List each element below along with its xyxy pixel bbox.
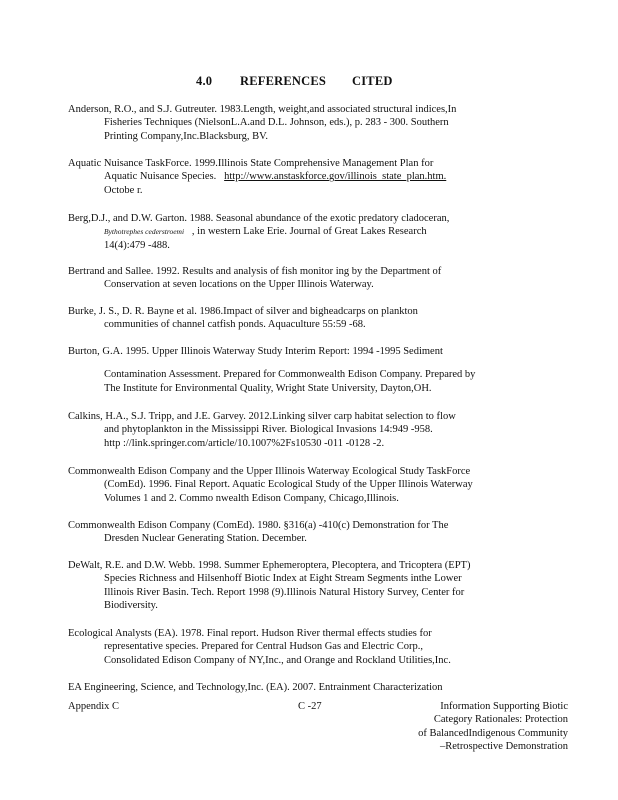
- reference-entry: [68, 681, 538, 694]
- reference-entry: [68, 212, 538, 252]
- reference-line: Illinois River Basin. Tech. Report 1998 (9).Illinois Natural History Survey, Center for: [104, 586, 465, 598]
- reference-line: Consolidated Edison Company of NY,Inc., and Orange and Rockland Utilities,Inc.: [104, 654, 451, 666]
- reference-entry: [68, 559, 538, 613]
- reference-line: Burke, J. S., D. R. Bayne et al. 1986.Impact of silver and bigheadcarps on plankton: [68, 306, 418, 317]
- footer-section-line: Category Rationales: Protection: [433, 714, 568, 726]
- reference-line: (ComEd). 1996. Final Report. Aquatic Ecological Study of the Upper Illinois Waterway: [104, 479, 473, 491]
- reference-line: DeWalt, R.E. and D.W. Webb. 1998. Summer Ephemeroptera, Plecoptera, and Tricoptera (EPT): [68, 560, 471, 571]
- reference-line: Fisheries Techniques (NielsonL.A.and D.L. Johnson, eds.), p. 283 - 300. Southern: [104, 117, 449, 129]
- reference-line: Octobe r.: [104, 184, 143, 196]
- reference-line: Printing Company,Inc.Blacksburg, BV.: [104, 130, 269, 142]
- reference-line: [68, 225, 538, 238]
- heading-number: 4.0: [196, 74, 213, 88]
- reference-line: Commonwealth Edison Company and the Upper Illinois Waterway Ecological Study TaskForce: [68, 466, 471, 477]
- reference-line: Contamination Assessment. Prepared for Commonwealth Edison Company. Prepared by: [104, 369, 476, 381]
- reference-line: Volumes 1 and 2. Commo nwealth Edison Company, Chicago,Illinois.: [104, 492, 399, 504]
- reference-line: Biodiversity.: [104, 600, 158, 612]
- heading-word-cited: CITED: [352, 74, 393, 88]
- reference-entry: [68, 519, 538, 546]
- reference-line: Ecological Analysts (EA). 1978. Final report. Hudson River thermal effects studies for: [68, 628, 432, 639]
- reference-entry: [68, 465, 538, 505]
- reference-line: Commonwealth Edison Company (ComEd). 1980. §316(a) -410(c) Demonstration for The: [68, 520, 449, 531]
- heading-word-references: REFERENCES: [240, 74, 327, 88]
- reference-line: Conservation at seven locations on the Upper Illinois Waterway.: [104, 279, 374, 291]
- reference-entry: [68, 410, 538, 450]
- reference-entry: [68, 265, 538, 292]
- reference-line: Calkins, H.A., S.J. Tripp, and J.E. Garvey. 2012.Linking silver carp habitat selection to flow: [68, 411, 456, 422]
- reference-line: [68, 170, 538, 183]
- reference-line: Berg,D.J., and D.W. Garton. 1988. Seasonal abundance of the exotic predatory cladoceran,: [68, 213, 450, 224]
- reference-line: representative species. Prepared for Central Hudson Gas and Electric Corp.,: [104, 641, 423, 653]
- reference-line: and phytoplankton in the Mississippi River. Biological Invasions 14:949 -958.: [104, 424, 433, 436]
- footer-appendix-label: Appendix C: [68, 701, 120, 712]
- footer-section-line: Information Supporting Biotic: [440, 701, 568, 712]
- reference-entry: [68, 627, 538, 667]
- reference-line: Anderson, R.O., and S.J. Gutreuter. 1983.Length, weight,and associated structural indices,In: [68, 104, 457, 115]
- reference-line: EA Engineering, Science, and Technology,Inc. (EA). 2007. Entrainment Characterization: [68, 682, 443, 693]
- reference-entry: [68, 305, 538, 332]
- reference-text: Aquatic Nuisance Species.: [104, 171, 217, 183]
- reference-url-link[interactable]: http ://link.springer.com/article/10.1007%2Fs10530 -011 -0128 -2.: [104, 437, 385, 449]
- reference-line: Dresden Nuclear Generating Station. December.: [104, 533, 307, 545]
- reference-entry: [68, 103, 538, 143]
- reference-entry: [68, 345, 538, 395]
- reference-line: 14(4):479 -488.: [104, 239, 170, 251]
- reference-entry: [68, 157, 538, 197]
- species-name: Bythotrephes cederstroemi: [104, 227, 185, 237]
- reference-line: The Institute for Environmental Quality, Wright State University, Dayton,OH.: [104, 382, 432, 394]
- reference-line: Bertrand and Sallee. 1992. Results and analysis of fish monitor ing by the Department of: [68, 266, 442, 277]
- reference-url-link[interactable]: http://www.anstaskforce.gov/illinois_state_plan.htm.: [224, 171, 447, 183]
- footer-section-line: –Retrospective Demonstration: [439, 741, 568, 753]
- reference-line: communities of channel catfish ponds. Aquaculture 55:59 -68.: [104, 319, 366, 331]
- footer-page-number: C -27: [298, 701, 322, 712]
- reference-line: Species Richness and Hilsenhoff Biotic Index at Eight Stream Segments inthe Lower: [104, 573, 462, 585]
- reference-line: Aquatic Nuisance TaskForce. 1999.Illinois State Comprehensive Management Plan for: [68, 158, 434, 169]
- reference-text: , in western Lake Erie. Journal of Great Lakes Research: [191, 226, 427, 238]
- reference-line: Burton, G.A. 1995. Upper Illinois Waterway Study Interim Report: 1994 -1995 Sediment: [68, 346, 443, 357]
- footer-section-line: of BalancedIndigenous Community: [418, 727, 568, 739]
